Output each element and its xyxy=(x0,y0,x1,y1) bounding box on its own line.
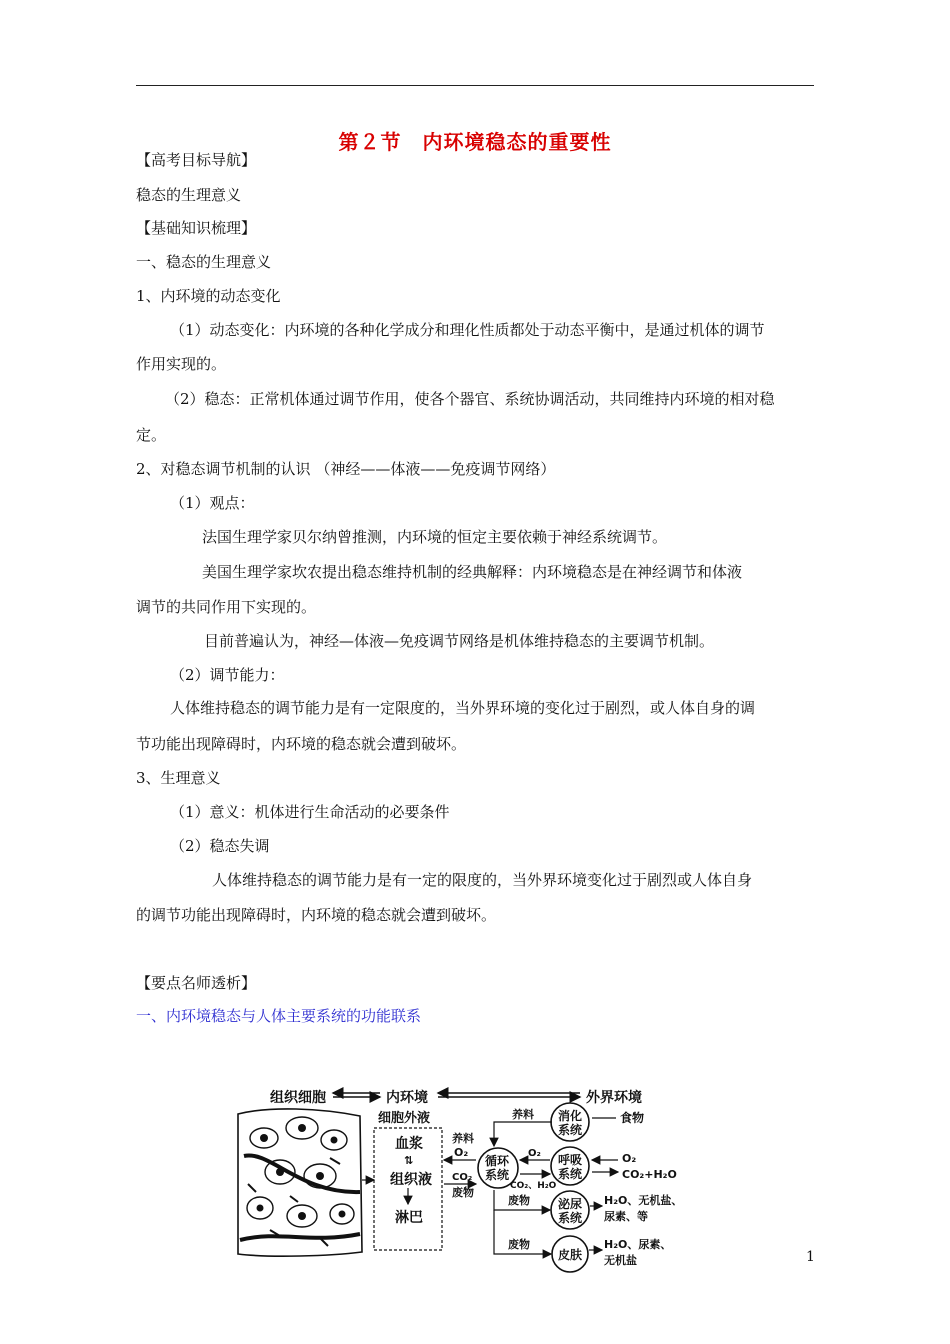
label-respiratory-2: 系统 xyxy=(558,1167,583,1181)
label-lymph: 淋巴 xyxy=(395,1210,423,1226)
label-plasma: 血浆 xyxy=(395,1136,423,1152)
paragraph-line: 的调节功能出现障碍时，内环境的稳态就会遭到破坏。 xyxy=(136,906,497,924)
paragraph-line: 稳态的生理意义 xyxy=(136,186,242,204)
paragraph-line: 作用实现的。 xyxy=(136,355,227,373)
subheading-line: 1、内环境的动态变化 xyxy=(136,287,281,305)
paragraph-line: 美国生理学家坎农提出稳态维持机制的经典解释：内环境稳态是在神经调节和体液 xyxy=(202,563,743,581)
label-waste-left: 废物 xyxy=(452,1186,474,1199)
section-heading-blue: 一、内环境稳态与人体主要系统的功能联系 xyxy=(136,1007,422,1025)
label-skin: 皮肤 xyxy=(558,1248,583,1262)
paragraph-line: 定。 xyxy=(136,426,167,444)
header-rule xyxy=(136,85,814,86)
paragraph-line: 人体维持稳态的调节能力是有一定的限度的，当外界环境变化过于剧烈或人体自身 xyxy=(212,871,753,889)
label-skin-output-1: H₂O、尿素、 xyxy=(604,1238,672,1251)
paragraph-line: 目前普遍认为，神经—体液—免疫调节网络是机体维持稳态的主要调节机制。 xyxy=(204,632,715,650)
label-urinary-2: 系统 xyxy=(558,1211,583,1225)
label-waste-skin: 废物 xyxy=(508,1238,530,1251)
page-number: 1 xyxy=(806,1249,815,1265)
label-circulation-2: 系统 xyxy=(485,1168,510,1182)
label-co2-left: CO₂ xyxy=(452,1172,473,1183)
label-co2-h2o-external: CO₂+H₂O xyxy=(622,1168,677,1181)
label-co2-h2o-mid: CO₂、H₂O xyxy=(510,1181,557,1191)
label-urinary-output-2: 尿素、等 xyxy=(604,1210,648,1223)
section-heading-analysis: 【要点名师透析】 xyxy=(136,974,257,992)
homeostasis-diagram xyxy=(230,1080,700,1280)
label-urinary-output-1: H₂O、无机盐、 xyxy=(604,1194,683,1207)
exchange-symbol: ⇅ xyxy=(404,1154,414,1167)
paragraph-line: （1）观点： xyxy=(170,494,255,512)
subheading-line: 2、对稳态调节机制的认识 （神经——体液——免疫调节网络） xyxy=(136,460,556,478)
label-waste-urinary: 废物 xyxy=(508,1194,530,1207)
label-nutrients-left: 养料 xyxy=(452,1132,474,1145)
paragraph-line: （2）稳态失调 xyxy=(170,837,270,855)
label-o2-left: O₂ xyxy=(454,1146,469,1159)
label-circulation-1: 循环 xyxy=(485,1154,510,1168)
label-food: 食物 xyxy=(620,1111,645,1125)
paragraph-line: 法国生理学家贝尔纳曾推测，内环境的恒定主要依赖于神经系统调节。 xyxy=(202,528,668,546)
label-o2-external: O₂ xyxy=(622,1152,637,1165)
tissue-illustration xyxy=(238,1109,362,1256)
subheading-line: 3、生理意义 xyxy=(136,769,221,787)
paragraph-line: （2）稳态：正常机体通过调节作用，使各个器官、系统协调活动，共同维持内环境的相对稳 xyxy=(165,390,775,408)
label-tissue-fluid: 组织液 xyxy=(390,1172,432,1188)
label-extracellular-fluid: 细胞外液 xyxy=(378,1111,431,1126)
label-tissue-cells: 组织细胞 xyxy=(270,1090,326,1106)
label-respiratory-1: 呼吸 xyxy=(558,1153,583,1167)
label-skin-output-2: 无机盐 xyxy=(604,1254,637,1267)
paragraph-line: （1）动态变化：内环境的各种化学成分和理化性质都处于动态平衡中，是通过机体的调节 xyxy=(170,321,765,339)
paragraph-line: （2）调节能力： xyxy=(170,666,285,684)
page-title: 第２节 内环境稳态的重要性 xyxy=(338,130,612,154)
label-urinary-1: 泌尿 xyxy=(558,1197,583,1211)
label-nutrients-mid: 养料 xyxy=(512,1108,534,1121)
label-digestive-2: 系统 xyxy=(558,1123,583,1137)
subheading-line: 一、稳态的生理意义 xyxy=(136,253,272,271)
paragraph-line: （1）意义：机体进行生命活动的必要条件 xyxy=(170,803,450,821)
section-heading-goal: 【高考目标导航】 xyxy=(136,151,257,169)
paragraph-line: 人体维持稳态的调节能力是有一定限度的，当外界环境的变化过于剧烈，或人体自身的调 xyxy=(170,699,756,717)
paragraph-line: 节功能出现障碍时，内环境的稳态就会遭到破坏。 xyxy=(136,735,467,753)
label-digestive-1: 消化 xyxy=(558,1109,583,1123)
section-heading-basics: 【基础知识梳理】 xyxy=(136,219,257,237)
paragraph-line: 调节的共同作用下实现的。 xyxy=(136,598,317,616)
label-internal-environment: 内环境 xyxy=(386,1090,428,1106)
label-external-environment: 外界环境 xyxy=(586,1090,642,1106)
label-o2-mid: O₂ xyxy=(528,1148,541,1159)
